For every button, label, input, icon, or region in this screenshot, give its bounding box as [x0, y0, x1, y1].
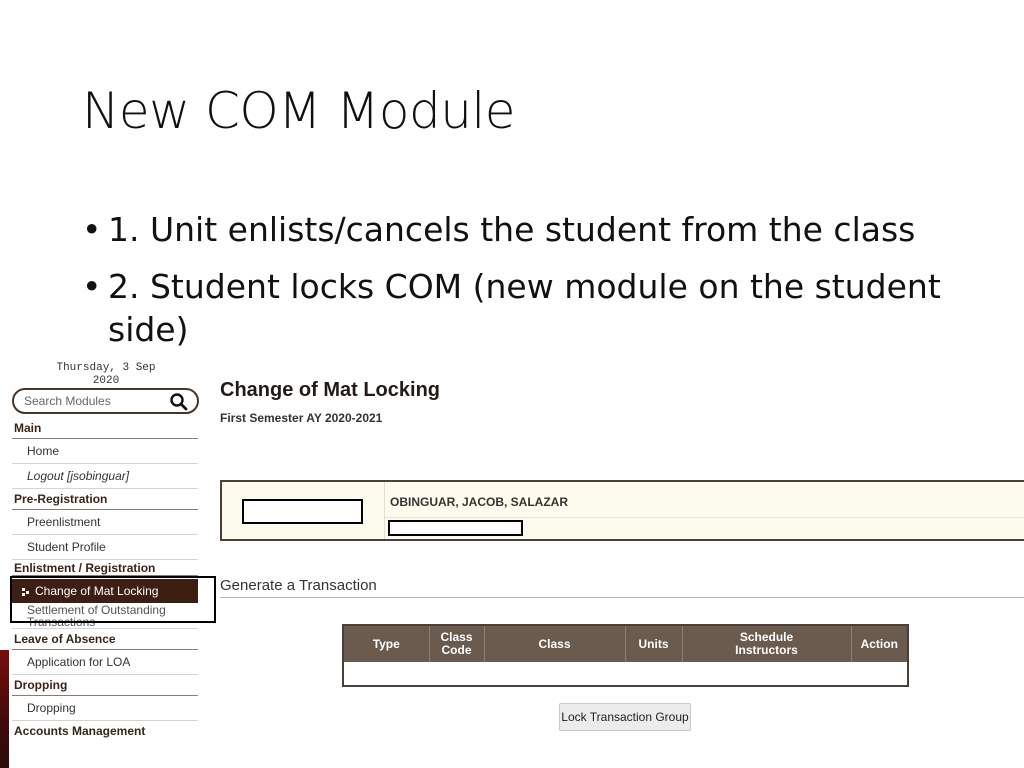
card-divider [384, 482, 385, 539]
sidebar-section-dropping: Dropping [12, 675, 198, 696]
empty-cell [343, 662, 908, 686]
sidebar-item-dropping[interactable]: Dropping [12, 696, 198, 721]
slide-title: New COM Module [82, 82, 516, 140]
bullet-dot-icon: • [82, 210, 102, 249]
column-header-class: Class [484, 625, 625, 662]
column-header-type: Type [343, 625, 429, 662]
table-row [343, 662, 908, 686]
sidebar-item-student-profile[interactable]: Student Profile [12, 535, 198, 560]
search-box [12, 388, 199, 414]
table-header-row [343, 625, 908, 662]
student-card [220, 480, 1024, 541]
sidebar-section-pre-registration: Pre-Registration [12, 489, 198, 510]
redacted-box [242, 499, 363, 524]
column-header-units: Units [625, 625, 682, 662]
bullet-item [80, 208, 980, 251]
redacted-box [388, 520, 523, 536]
sidebar-item-label: Change of Mat Locking [35, 584, 159, 598]
transaction-table [342, 624, 909, 687]
student-name: OBINGUAR, JACOB, SALAZAR [390, 495, 569, 509]
bullet-text: 2. Student locks COM (new module on the student side) [108, 267, 941, 349]
section-title: Generate a Transaction [220, 577, 377, 594]
lock-transaction-group-button[interactable]: Lock Transaction Group [559, 703, 691, 731]
card-row-divider [385, 517, 1024, 518]
bullet-item [80, 265, 980, 351]
page-subtitle: First Semester AY 2020-2021 [220, 411, 383, 425]
search-input[interactable] [24, 393, 164, 409]
page-title: Change of Mat Locking [220, 379, 440, 401]
section-divider [220, 597, 1024, 598]
column-header-schedule: Schedule Instructors [682, 625, 851, 662]
highlight-box [10, 576, 216, 623]
sidebar-section-enlistment: Enlistment / Registration [12, 560, 198, 576]
sidebar-item-home[interactable]: Home [12, 439, 198, 464]
column-header-class-code: Class Code [429, 625, 484, 662]
sidebar-item-preenlistment[interactable]: Preenlistment [12, 510, 198, 535]
sidebar-section-main: Main [12, 418, 198, 439]
decorative-bar [0, 650, 9, 768]
sidebar-item-settlement[interactable]: Settlement of Outstanding Transactions [12, 603, 198, 629]
sidebar-section-accounts-management: Accounts Management [14, 724, 146, 738]
bullet-dot-icon: • [82, 267, 102, 306]
bullet-list [80, 208, 980, 365]
search-icon[interactable] [169, 392, 189, 412]
bullet-text: 1. Unit enlists/cancels the student from the class [108, 210, 916, 249]
column-header-action: Action [851, 625, 908, 662]
sidebar-item-logout[interactable]: Logout [jsobinguar] [12, 464, 198, 489]
clock-date: Thursday, 3 Sep 2020 [56, 362, 156, 387]
sidebar-item-application-for-loa[interactable]: Application for LOA [12, 650, 198, 675]
sidebar-section-leave-of-absence: Leave of Absence [12, 629, 198, 650]
screenshot-panel [0, 360, 1024, 768]
